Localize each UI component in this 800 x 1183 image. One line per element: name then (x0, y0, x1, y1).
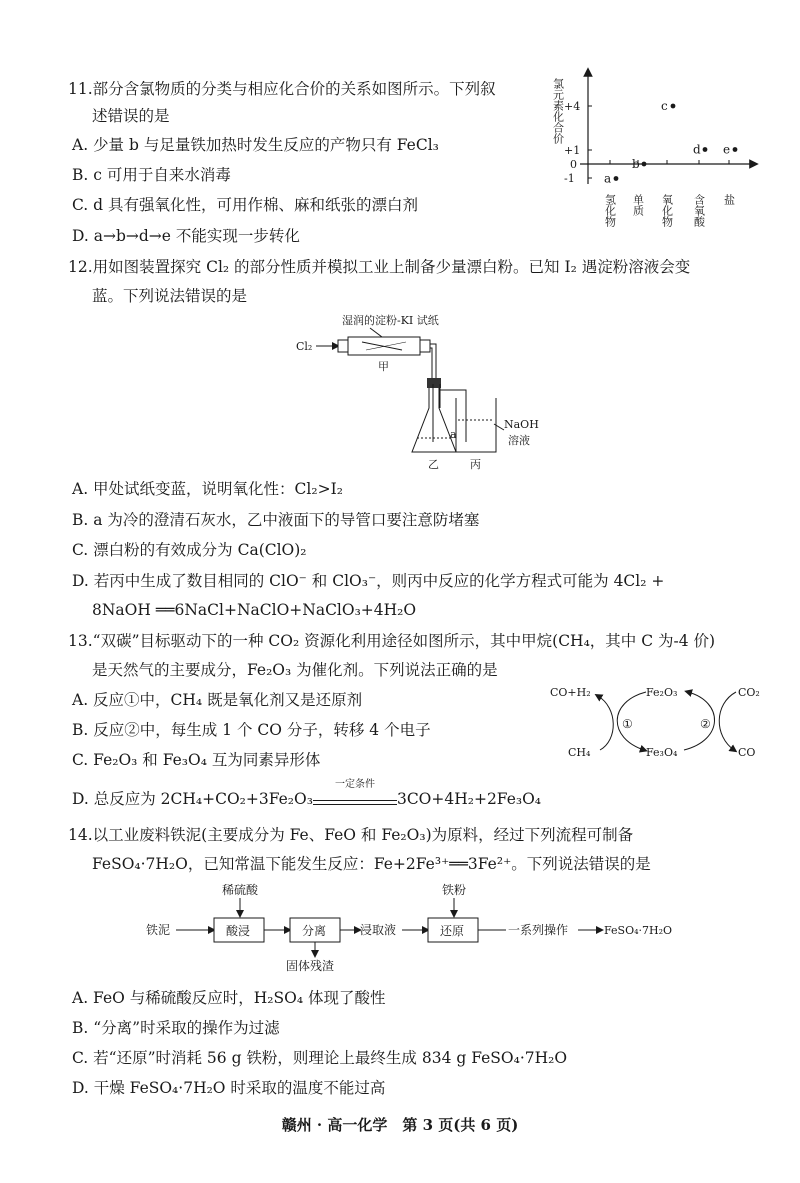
data-point-label-d: d (693, 142, 701, 157)
q14-stem-line-2: FeSO₄·7H₂O，已知常温下能发生反应：Fe+2Fe³⁺══3Fe²⁺。下列说法错误的是 (92, 855, 651, 873)
category-label-salt: 盐 (722, 194, 736, 205)
q11-stem-line-2: 述错误的是 (92, 107, 170, 125)
q12-option-d-equation: 8NaOH ══6NaCl+NaClO+NaClO₃+4H₂O (92, 601, 417, 619)
q14-number: 14. (68, 826, 93, 844)
data-point-a (614, 176, 619, 181)
fe2o3-label: Fe₂O₃ (646, 686, 678, 699)
q13-stem-line-1: 13.“双碳”目标驱动下的一种 CO₂ 资源化利用途径如图所示，其中甲烷(CH₄，其中 C 为-4 价) (68, 632, 716, 650)
iron-powder-label: 铁粉 (442, 883, 467, 897)
jia-label: 甲 (378, 360, 389, 373)
q13-option-c: C. Fe₂O₃ 和 Fe₃O₄ 互为同素异形体 (72, 751, 321, 769)
ch4-label: CH₄ (568, 746, 591, 759)
y-axis-label: 氯元素化合价 (551, 78, 565, 144)
beaker-bing (456, 398, 496, 452)
q14-option-c: C. 若“还原”时消耗 56 g 铁粉，则理论上最终生成 834 g FeSO₄·7H₂O (72, 1049, 568, 1067)
ytick-label: -1 (564, 172, 575, 185)
solution-a-label: a (450, 428, 457, 441)
category-label-hydride: 氢化物 (603, 194, 617, 227)
q11-option-d: D. a→b→d→e 不能实现一步转化 (72, 227, 300, 245)
naoh-label: NaOH (504, 418, 539, 431)
arc-ch4-to-coh2 (598, 696, 613, 750)
q13-number: 13. (68, 632, 93, 650)
q12-stem-line-2: 蓝。下列说法错误的是 (92, 287, 248, 305)
co-h2-label: CO+H₂ (550, 686, 591, 699)
q14-stem-line-1: 14.以工业废料铁泥(主要成分为 Fe、FeO 和 Fe₂O₃)为原料，经过下列流程可制备 (68, 826, 634, 844)
category-label-element: 单质 (631, 194, 645, 216)
data-point-c (671, 104, 676, 109)
reaction-condition-arrow: 一定条件 (313, 796, 397, 805)
q12-number: 12. (68, 258, 93, 276)
q13-option-a: A. 反应①中，CH₄ 既是氧化剂又是还原剂 (72, 691, 363, 709)
ytick-label: 0 (570, 158, 577, 171)
q12-apparatus-diagram (290, 312, 550, 472)
co-label: CO (738, 746, 756, 759)
leachate-label: 浸取液 (360, 923, 397, 937)
q12-stem-line-1: 12.用如图装置探究 Cl₂ 的部分性质并模拟工业上制备少量漂白粉。已知 I₂ 遇淀粉溶液会变 (68, 258, 691, 276)
residue-label: 固体残渣 (286, 959, 335, 973)
q14-process-flow (140, 880, 700, 976)
q14-option-d: D. 干燥 FeSO₄·7H₂O 时采取的温度不能过高 (72, 1079, 386, 1097)
q11-valence-chart (550, 66, 760, 246)
data-point-d (703, 147, 708, 152)
test-paper-label: 湿润的淀粉-KI 试纸 (342, 314, 439, 327)
data-point-label-b: b (632, 157, 640, 171)
q12-option-b: B. a 为冷的澄清石灰水，乙中液面下的导管口要注意防堵塞 (72, 511, 480, 529)
q13-cycle-diagram (548, 678, 788, 768)
reaction-2-label: ② (700, 717, 711, 731)
arc-co2-to-co (719, 692, 736, 750)
data-point-label-a: a (604, 171, 612, 186)
q13-option-d: D. 总反应为 2CH₄+CO₂+3Fe₂O₃ 一定条件 3CO+4H₂+2Fe₃O₄ (72, 778, 542, 808)
separate-label: 分离 (302, 924, 327, 938)
q12-option-a: A. 甲处试纸变蓝，说明氧化性：Cl₂>I₂ (72, 480, 343, 498)
q11-option-c: C. d 具有强氧化性，可用作棉、麻和纸张的漂白剂 (72, 196, 419, 214)
co2-label: CO₂ (738, 686, 760, 699)
category-label-oxide: 氧化物 (660, 194, 674, 227)
category-label-oxyacid: 含氧酸 (692, 194, 706, 227)
flask-yi (412, 388, 456, 452)
q11-number: 11. (68, 80, 93, 98)
data-point-e (733, 147, 738, 152)
data-points (604, 99, 737, 186)
q12-option-d: D. 若丙中生成了数目相同的 ClO⁻ 和 ClO₃⁻，则丙中反应的化学方程式可能为 4Cl₂ + (72, 572, 665, 590)
solution-label: 溶液 (508, 434, 530, 447)
fe3o4-label: Fe₃O₄ (646, 746, 678, 759)
reduce-label: 还原 (440, 924, 465, 938)
stopper (427, 378, 441, 388)
bing-label: 丙 (470, 458, 481, 471)
data-point-b (642, 162, 647, 167)
page-footer: 赣州 · 高一化学 第 3 页(共 6 页) (281, 1116, 519, 1134)
data-point-label-e: e (723, 142, 731, 157)
reaction-1-label: ① (622, 717, 633, 731)
data-point-label-c: c (661, 99, 668, 113)
yi-label: 乙 (428, 458, 439, 471)
q11-stem-line-1: 11.部分含氯物质的分类与相应化合价的关系如图所示。下列叙 (68, 80, 496, 98)
iron-mud-label: 铁泥 (146, 923, 171, 937)
q14-option-b: B. “分离”时采取的操作为过滤 (72, 1019, 280, 1037)
q13-stem-line-2: 是天然气的主要成分，Fe₂O₃ 为催化剂。下列说法正确的是 (92, 661, 498, 679)
q14-option-a: A. FeO 与稀硫酸反应时，H₂SO₄ 体现了酸性 (72, 989, 386, 1007)
q12-option-c: C. 漂白粉的有效成分为 Ca(ClO)₂ (72, 541, 307, 559)
ytick-label: +1 (564, 144, 581, 157)
q11-option-b: B. c 可用于自来水消毒 (72, 166, 231, 184)
product-label: FeSO₄·7H₂O (604, 924, 673, 937)
dilute-acid-label: 稀硫酸 (222, 883, 259, 897)
cl2-label: Cl₂ (296, 340, 313, 353)
q11-option-a: A. 少量 b 与足量铁加热时发生反应的产物只有 FeCl₃ (72, 136, 439, 154)
ytick-label: +4 (564, 100, 581, 113)
operations-label: 一系列操作 (508, 923, 569, 937)
acid-leach-label: 酸浸 (226, 924, 251, 938)
q13-option-b: B. 反应②中，每生成 1 个 CO 分子，转移 4 个电子 (72, 721, 431, 739)
